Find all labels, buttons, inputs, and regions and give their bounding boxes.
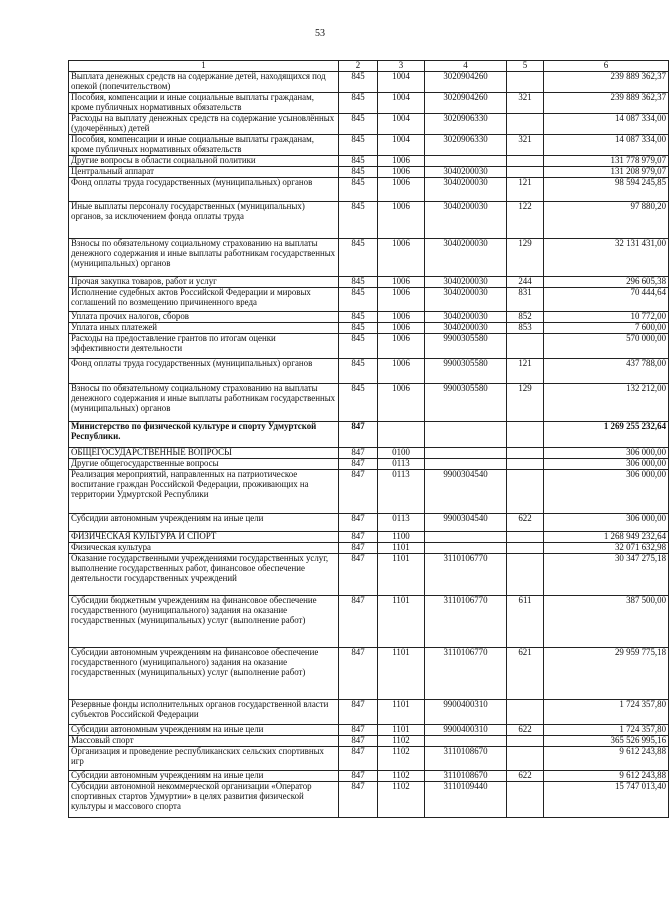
amount-cell: 239 889 362,37	[544, 93, 669, 114]
row-name-cell: Иные выплаты персоналу государственных (муниципальных) органов, за исключением фонда оплаты труда	[69, 202, 339, 239]
table-row	[69, 448, 669, 459]
admin-code-cell: 845	[339, 323, 378, 334]
section-code-cell: 1101	[378, 700, 425, 725]
table-row	[69, 736, 669, 747]
target-item-cell	[425, 543, 507, 554]
admin-code-cell: 847	[339, 448, 378, 459]
admin-code-cell: 847	[339, 554, 378, 596]
admin-code-cell: 847	[339, 782, 378, 818]
table-row	[69, 554, 669, 596]
expense-type-cell: 244	[507, 277, 544, 288]
column-header: 6	[544, 61, 669, 72]
admin-code-cell: 845	[339, 72, 378, 93]
admin-code-cell: 847	[339, 543, 378, 554]
amount-cell: 306 000,00	[544, 459, 669, 470]
expense-type-cell: 129	[507, 384, 544, 422]
amount-cell: 97 880,20	[544, 202, 669, 239]
admin-code-cell: 847	[339, 470, 378, 514]
row-name-cell: Субсидии бюджетным учреждениям на финансовое обеспечение государственного (муниципального) задания на оказание государственных (муниципальных) услуг (выполнение работ)	[69, 596, 339, 648]
table-row	[69, 543, 669, 554]
target-item-cell: 9900304540	[425, 514, 507, 532]
section-code-cell: 1101	[378, 596, 425, 648]
section-code-cell: 1102	[378, 771, 425, 782]
admin-code-cell: 845	[339, 239, 378, 277]
target-item-cell: 3110108670	[425, 771, 507, 782]
admin-code-cell: 845	[339, 288, 378, 312]
admin-code-cell: 845	[339, 384, 378, 422]
target-item-cell: 9900304540	[425, 470, 507, 514]
row-name-cell: Пособия, компенсации и иные социальные выплаты гражданам, кроме публичных нормативных обязательств	[69, 135, 339, 156]
expense-type-cell: 622	[507, 514, 544, 532]
target-item-cell: 3040200030	[425, 202, 507, 239]
target-item-cell: 9900305580	[425, 359, 507, 384]
admin-code-cell: 847	[339, 747, 378, 771]
table-row	[69, 178, 669, 202]
table-row	[69, 747, 669, 771]
amount-cell: 570 000,00	[544, 334, 669, 359]
row-name-cell: Массовый спорт	[69, 736, 339, 747]
amount-cell: 365 526 995,16	[544, 736, 669, 747]
section-code-cell: 1006	[378, 334, 425, 359]
row-name-cell: Фонд оплаты труда государственных (муниципальных) органов	[69, 359, 339, 384]
target-item-cell: 9900400310	[425, 700, 507, 725]
amount-cell: 70 444,64	[544, 288, 669, 312]
table-row	[69, 334, 669, 359]
target-item-cell: 3020904260	[425, 93, 507, 114]
expense-type-cell: 831	[507, 288, 544, 312]
expense-type-cell	[507, 459, 544, 470]
amount-cell: 10 772,00	[544, 312, 669, 323]
section-code-cell: 1006	[378, 202, 425, 239]
target-item-cell: 3020906330	[425, 135, 507, 156]
expense-type-cell: 853	[507, 323, 544, 334]
target-item-cell: 3040200030	[425, 178, 507, 202]
section-code-cell: 1006	[378, 323, 425, 334]
target-item-cell: 3040200030	[425, 312, 507, 323]
section-code-cell: 1006	[378, 384, 425, 422]
admin-code-cell: 847	[339, 700, 378, 725]
column-header: 2	[339, 61, 378, 72]
amount-cell: 9 612 243,88	[544, 771, 669, 782]
section-code-cell: 1100	[378, 532, 425, 543]
admin-code-cell: 845	[339, 359, 378, 384]
budget-table	[68, 60, 669, 818]
page-number: 53	[315, 28, 325, 39]
column-number-row	[69, 61, 669, 72]
target-item-cell: 3040200030	[425, 277, 507, 288]
section-code-cell: 1006	[378, 288, 425, 312]
expense-type-cell	[507, 114, 544, 135]
row-name-cell: Министерство по физической культуре и спорту Удмуртской Республики.	[69, 422, 339, 448]
expense-type-cell: 611	[507, 596, 544, 648]
amount-cell: 30 347 275,18	[544, 554, 669, 596]
amount-cell: 32 131 431,00	[544, 239, 669, 277]
section-code-cell: 1101	[378, 554, 425, 596]
expense-type-cell	[507, 156, 544, 167]
section-code-cell	[378, 422, 425, 448]
table-row	[69, 72, 669, 93]
row-name-cell: Прочая закупка товаров, работ и услуг	[69, 277, 339, 288]
table-row	[69, 135, 669, 156]
row-name-cell: Субсидии автономным учреждениям на иные цели	[69, 725, 339, 736]
table-row	[69, 167, 669, 178]
target-item-cell	[425, 532, 507, 543]
target-item-cell	[425, 448, 507, 459]
section-code-cell: 1006	[378, 167, 425, 178]
table-row	[69, 239, 669, 277]
expense-type-cell: 622	[507, 771, 544, 782]
admin-code-cell: 847	[339, 725, 378, 736]
row-name-cell: Уплата прочих налогов, сборов	[69, 312, 339, 323]
expense-type-cell: 621	[507, 648, 544, 700]
table-row	[69, 277, 669, 288]
table-row	[69, 422, 669, 448]
target-item-cell: 3110106770	[425, 554, 507, 596]
table-row	[69, 323, 669, 334]
amount-cell: 14 087 334,00	[544, 135, 669, 156]
target-item-cell: 3040200030	[425, 288, 507, 312]
section-code-cell: 1004	[378, 135, 425, 156]
table-row	[69, 532, 669, 543]
table-row	[69, 771, 669, 782]
expense-type-cell	[507, 700, 544, 725]
table-row	[69, 700, 669, 725]
table-row	[69, 648, 669, 700]
column-header: 5	[507, 61, 544, 72]
admin-code-cell: 845	[339, 334, 378, 359]
amount-cell: 306 000,00	[544, 470, 669, 514]
section-code-cell: 1006	[378, 239, 425, 277]
row-name-cell: Расходы на предоставление грантов по итогам оценки эффективности деятельности	[69, 334, 339, 359]
amount-cell: 1 724 357,80	[544, 725, 669, 736]
target-item-cell: 3110109440	[425, 782, 507, 818]
table-row	[69, 156, 669, 167]
admin-code-cell: 845	[339, 167, 378, 178]
amount-cell: 29 959 775,18	[544, 648, 669, 700]
amount-cell: 132 212,00	[544, 384, 669, 422]
column-header: 1	[69, 61, 339, 72]
section-code-cell: 1006	[378, 359, 425, 384]
section-code-cell: 1004	[378, 72, 425, 93]
amount-cell: 15 747 013,40	[544, 782, 669, 818]
target-item-cell: 3040200030	[425, 323, 507, 334]
amount-cell: 387 500,00	[544, 596, 669, 648]
expense-type-cell: 852	[507, 312, 544, 323]
row-name-cell: Расходы на выплату денежных средств на содержание усыновлённых (удочерённых) детей	[69, 114, 339, 135]
expense-type-cell: 129	[507, 239, 544, 277]
expense-type-cell	[507, 422, 544, 448]
row-name-cell: Пособия, компенсации и иные социальные выплаты гражданам, кроме публичных нормативных обязательств	[69, 93, 339, 114]
row-name-cell: Физическая культура	[69, 543, 339, 554]
table-row	[69, 782, 669, 818]
amount-cell: 1 269 255 232,64	[544, 422, 669, 448]
section-code-cell: 1004	[378, 114, 425, 135]
admin-code-cell: 847	[339, 514, 378, 532]
row-name-cell: Организация и проведение республиканских сельских спортивных игр	[69, 747, 339, 771]
row-name-cell: Оказание государственными учреждениями государственных услуг, выполнение государственных работ, финансовое обеспечение деятельности государственных учреждений	[69, 554, 339, 596]
target-item-cell: 3110106770	[425, 648, 507, 700]
row-name-cell: Субсидии автономным учреждениям на иные цели	[69, 514, 339, 532]
section-code-cell: 1004	[378, 93, 425, 114]
section-code-cell: 0113	[378, 514, 425, 532]
row-name-cell: ФИЗИЧЕСКАЯ КУЛЬТУРА И СПОРТ	[69, 532, 339, 543]
section-code-cell: 1102	[378, 782, 425, 818]
admin-code-cell: 845	[339, 312, 378, 323]
amount-cell: 306 000,00	[544, 514, 669, 532]
section-code-cell: 1102	[378, 747, 425, 771]
expense-type-cell	[507, 167, 544, 178]
expense-type-cell	[507, 782, 544, 818]
admin-code-cell: 847	[339, 596, 378, 648]
target-item-cell	[425, 736, 507, 747]
section-code-cell: 1006	[378, 178, 425, 202]
expense-type-cell: 122	[507, 202, 544, 239]
row-name-cell: Взносы по обязательному социальному страхованию на выплаты денежного содержания и иные выплаты работникам государственных (муниципальных) органов	[69, 239, 339, 277]
section-code-cell: 1101	[378, 648, 425, 700]
amount-cell: 32 071 632,98	[544, 543, 669, 554]
table-row	[69, 202, 669, 239]
section-code-cell: 1006	[378, 156, 425, 167]
admin-code-cell: 847	[339, 771, 378, 782]
table-row	[69, 312, 669, 323]
admin-code-cell: 847	[339, 532, 378, 543]
column-header: 4	[425, 61, 507, 72]
row-name-cell: Субсидии автономным учреждениям на финансовое обеспечение государственного (муниципального) задания на оказание государственных (муниципальных) услуг (выполнение работ)	[69, 648, 339, 700]
row-name-cell: Другие общегосударственные вопросы	[69, 459, 339, 470]
amount-cell: 437 788,00	[544, 359, 669, 384]
row-name-cell: Фонд оплаты труда государственных (муниципальных) органов	[69, 178, 339, 202]
expense-type-cell	[507, 72, 544, 93]
column-header: 3	[378, 61, 425, 72]
admin-code-cell: 845	[339, 93, 378, 114]
target-item-cell	[425, 156, 507, 167]
table-row	[69, 725, 669, 736]
row-name-cell: Исполнение судебных актов Российской Федерации и мировых соглашений по возмещению причиненного вреда	[69, 288, 339, 312]
expense-type-cell	[507, 747, 544, 771]
table-row	[69, 596, 669, 648]
admin-code-cell: 847	[339, 459, 378, 470]
admin-code-cell: 847	[339, 422, 378, 448]
expense-type-cell	[507, 554, 544, 596]
expense-type-cell	[507, 334, 544, 359]
admin-code-cell: 845	[339, 156, 378, 167]
expense-type-cell: 121	[507, 359, 544, 384]
table-row	[69, 288, 669, 312]
target-item-cell	[425, 459, 507, 470]
table-row	[69, 470, 669, 514]
row-name-cell: Резервные фонды исполнительных органов государственной власти субъектов Российской Федерации	[69, 700, 339, 725]
admin-code-cell: 845	[339, 202, 378, 239]
expense-type-cell: 622	[507, 725, 544, 736]
target-item-cell: 9900305580	[425, 334, 507, 359]
target-item-cell: 3110106770	[425, 596, 507, 648]
admin-code-cell: 845	[339, 114, 378, 135]
section-code-cell: 1102	[378, 736, 425, 747]
row-name-cell: Центральный аппарат	[69, 167, 339, 178]
amount-cell: 1 724 357,80	[544, 700, 669, 725]
section-code-cell: 1101	[378, 543, 425, 554]
expense-type-cell	[507, 532, 544, 543]
target-item-cell: 3110108670	[425, 747, 507, 771]
admin-code-cell: 845	[339, 277, 378, 288]
target-item-cell: 3020904260	[425, 72, 507, 93]
table-row	[69, 93, 669, 114]
target-item-cell: 9900400310	[425, 725, 507, 736]
expense-type-cell	[507, 736, 544, 747]
amount-cell: 131 778 979,07	[544, 156, 669, 167]
row-name-cell: Другие вопросы в области социальной политики	[69, 156, 339, 167]
amount-cell: 296 605,38	[544, 277, 669, 288]
table-row	[69, 114, 669, 135]
row-name-cell: ОБЩЕГОСУДАРСТВЕННЫЕ ВОПРОСЫ	[69, 448, 339, 459]
row-name-cell: Субсидии автономным учреждениям на иные цели	[69, 771, 339, 782]
amount-cell: 98 594 245,85	[544, 178, 669, 202]
row-name-cell: Уплата иных платежей	[69, 323, 339, 334]
amount-cell: 14 087 334,00	[544, 114, 669, 135]
expense-type-cell: 121	[507, 178, 544, 202]
admin-code-cell: 847	[339, 736, 378, 747]
row-name-cell: Взносы по обязательному социальному страхованию на выплаты денежного содержания и иные выплаты работникам государственных (муниципальных) органов	[69, 384, 339, 422]
row-name-cell: Субсидии автономной некоммерческой организации «Оператор спортивных стартов Удмуртии» в целях развития физической культуры и массового спорта	[69, 782, 339, 818]
section-code-cell: 0113	[378, 459, 425, 470]
amount-cell: 239 889 362,37	[544, 72, 669, 93]
expense-type-cell: 321	[507, 135, 544, 156]
section-code-cell: 1101	[378, 725, 425, 736]
target-item-cell: 9900305580	[425, 384, 507, 422]
table-row	[69, 459, 669, 470]
amount-cell: 306 000,00	[544, 448, 669, 459]
row-name-cell: Реализация мероприятий, направленных на патриотическое воспитание граждан Российской Федерации, проживающих на территории Удмуртской Республики	[69, 470, 339, 514]
amount-cell: 7 600,00	[544, 323, 669, 334]
table-row	[69, 359, 669, 384]
table-row	[69, 514, 669, 532]
expense-type-cell	[507, 470, 544, 514]
admin-code-cell: 847	[339, 648, 378, 700]
admin-code-cell: 845	[339, 135, 378, 156]
amount-cell: 1 268 949 232,64	[544, 532, 669, 543]
section-code-cell: 1006	[378, 277, 425, 288]
target-item-cell: 3040200030	[425, 167, 507, 178]
expense-type-cell: 321	[507, 93, 544, 114]
section-code-cell: 1006	[378, 312, 425, 323]
amount-cell: 131 208 979,07	[544, 167, 669, 178]
expense-type-cell	[507, 448, 544, 459]
section-code-cell: 0100	[378, 448, 425, 459]
target-item-cell: 3040200030	[425, 239, 507, 277]
table-row	[69, 384, 669, 422]
admin-code-cell: 845	[339, 178, 378, 202]
amount-cell: 9 612 243,88	[544, 747, 669, 771]
section-code-cell: 0113	[378, 470, 425, 514]
expense-type-cell	[507, 543, 544, 554]
target-item-cell: 3020906330	[425, 114, 507, 135]
row-name-cell: Выплата денежных средств на содержание детей, находящихся под опекой (попечительством)	[69, 72, 339, 93]
target-item-cell	[425, 422, 507, 448]
